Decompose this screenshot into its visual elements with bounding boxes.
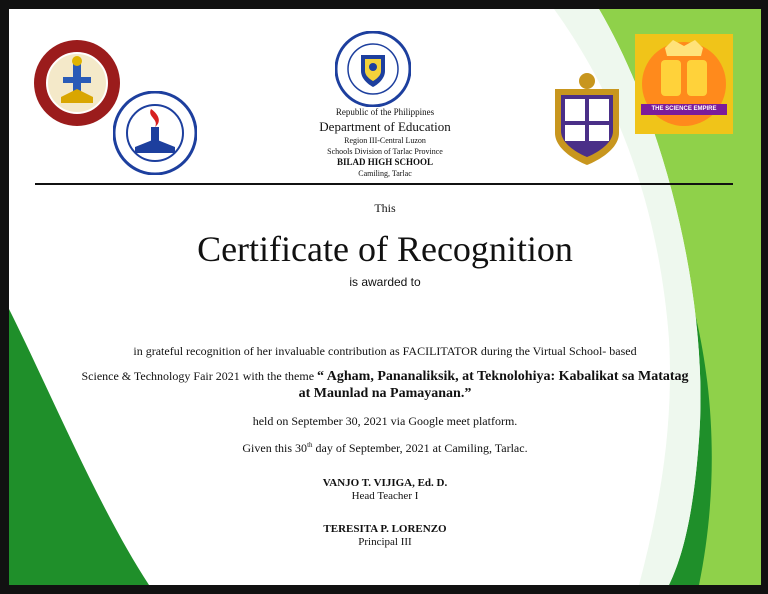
certificate-sheet bbox=[9, 9, 761, 585]
science-empire-label: THE SCIENCE EMPIRE bbox=[641, 104, 727, 115]
cert-this: This bbox=[374, 201, 396, 215]
cert-awarded-to: is awarded to bbox=[349, 275, 421, 289]
cert-body-line1: in grateful recognition of her invaluable contribution as FACILITATOR during the Virtual School- based bbox=[133, 344, 637, 358]
deped-seal-logo bbox=[335, 31, 411, 107]
header-school: BILAD HIGH SCHOOL bbox=[336, 157, 434, 167]
signatory-1-name: VANJO T. VIJIGA, Ed. D. bbox=[322, 477, 448, 489]
signatory-1-position: Head Teacher I bbox=[351, 490, 419, 502]
signatory-2-name: TERESITA P. LORENZO bbox=[323, 523, 447, 535]
header-republic: Republic of the Philippines bbox=[335, 107, 435, 117]
header-division: Schools Division of Tarlac Province bbox=[327, 147, 443, 156]
header-region: Region III-Central Luzon bbox=[344, 136, 426, 145]
cert-theme-line1: “ Agham, Pananaliksik, at Teknolohiya: Kabalikat sa Matatag bbox=[317, 369, 689, 384]
cert-given-suffix: day of September, 2021 at Camiling, Tarlac. bbox=[312, 441, 528, 455]
cert-theme-line2: at Maunlad na Pamayanan.” bbox=[298, 386, 472, 401]
cert-body-line2-prefix: Science & Technology Fair 2021 with the theme bbox=[81, 369, 315, 383]
cert-title: Certificate of Recognition bbox=[197, 229, 573, 269]
cert-given-sup: th bbox=[307, 441, 313, 449]
signatory-2-position: Principal III bbox=[358, 536, 412, 548]
header-department: Department of Education bbox=[319, 119, 451, 134]
cert-given-line bbox=[9, 437, 761, 456]
header-divider bbox=[35, 183, 733, 185]
cert-body-line2 bbox=[9, 367, 761, 386]
cert-given-prefix: Given this 30 bbox=[242, 441, 308, 455]
deped-seal-icon bbox=[335, 31, 411, 107]
cert-held-on: held on September 30, 2021 via Google meet platform. bbox=[252, 414, 518, 428]
header-location: Camiling, Tarlac bbox=[358, 169, 412, 178]
